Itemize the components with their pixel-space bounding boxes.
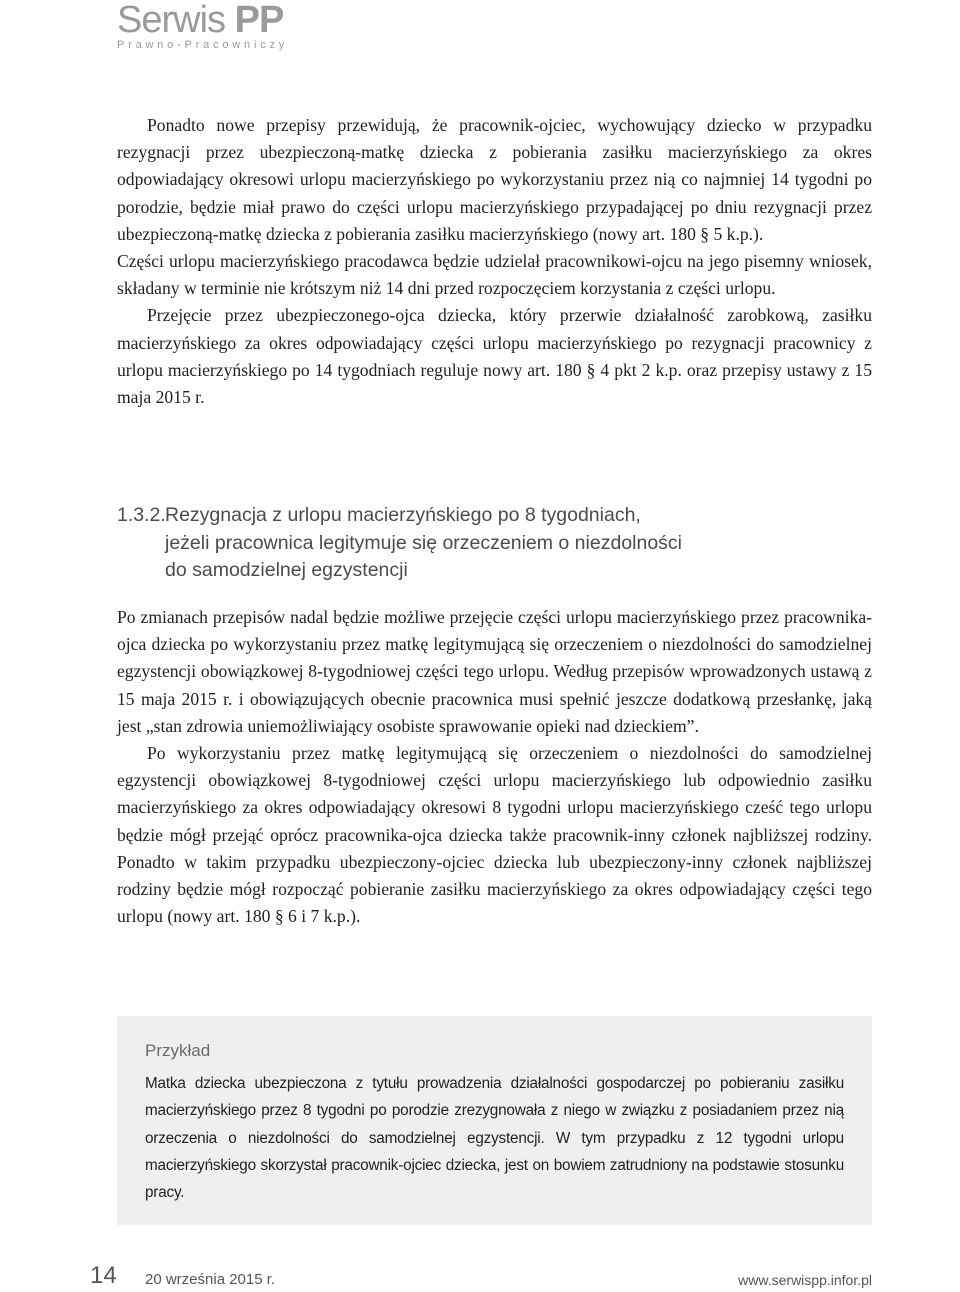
section-title-line-3: do samodzielnej egzystencji	[165, 559, 408, 581]
page-number: 14	[90, 1262, 117, 1289]
publication-logo	[117, 0, 288, 51]
issue-date: 20 września 2015 r.	[145, 1271, 276, 1288]
paragraph: Ponadto nowe przepisy przewidują, że pracownik-ojciec, wychowujący dziecko w przypadku rezygnacji przez ubezpieczoną-matkę dziecka z pobierania zasiłku macierzyńskiego za okres odpowiadający okresowi urlopu macierzyńskiego po wykorzystaniu przez nią co najmniej 14 tygodni po porodzie, będzie miał prawo do części urlopu macierzyńskiego przypadającej po dniu rezygnacji przez ubezpieczoną-matkę dziecka z pobierania zasiłku macierzyńskiego (nowy art. 180 § 5 k.p.).	[117, 115, 872, 244]
paragraph: Części urlopu macierzyńskiego pracodawca będzie udzielał pracownikowi-ojcu na jego pisemny wniosek, składany w terminie nie krótszym niż 14 dni przed rozpoczęciem korzystania z części urlopu.	[117, 251, 872, 299]
body-text-block-2	[117, 604, 872, 930]
paragraph: Po zmianach przepisów nadal będzie możliwe przejęcie części urlopu macierzyńskiego przez pracownika-ojca dziecka po wykorzystaniu przez matkę legitymującą się orzeczeniem o niezdolności do samodzielnej egzystencji obowiązkowej 8-tygodniowej części tego urlopu. Według przepisów wprowadzonych ustawą z 15 maja 2015 r. i obowiązujących obecnie pracownica musi spełnić jeszcze dodatkową przesłankę, jaką jest „stan zdrowia uniemożliwiający osobiste sprawowanie opieki nad dzieckiem”.	[117, 607, 872, 736]
logo-mark: PP	[234, 0, 284, 41]
logo-word: Serwis	[117, 0, 226, 41]
example-title: Przykład	[145, 1041, 211, 1060]
logo-tagline: Prawno-Pracowniczy	[117, 39, 289, 51]
section-heading	[117, 502, 872, 585]
section-title-line-1: Rezygnacja z urlopu macierzyńskiego po 8 tygodniach,	[165, 504, 641, 526]
example-text: Matka dziecka ubezpieczona z tytułu prowadzenia działalności gospodarczej po pobieraniu zasiłku macierzyńskiego przez 8 tygodni po porodzie zrezygnowała z niego w związku z posiadaniem przez nią orzeczenia o niezdolności do samodzielnej egzystencji. W tym przypadku z 12 tygodni urlopu macierzyńskiego skorzystał pracownik-ojciec dziecka, jest on bowiem zatrudniony na podstawie stosunku pracy.	[145, 1075, 844, 1202]
section-number: 1.3.2.	[117, 504, 166, 526]
website-link[interactable]: www.serwispp.infor.pl	[738, 1272, 872, 1288]
body-text-block-1	[117, 112, 872, 411]
paragraph: Po wykorzystaniu przez matkę legitymującą się orzeczeniem o niezdolności do samodzielnej egzystencji obowiązkowej 8-tygodniowej części urlopu macierzyńskiego lub odpowiednio zasiłku macierzyńskiego za okres odpowiadający okresowi 8 tygodni urlopu macierzyńskiego cześć tego urlopu będzie mógł przejąć oprócz pracownika-ojca dziecka także pracownik-inny członek najbliższej rodziny. Ponadto w takim przypadku ubezpieczony-ojciec dziecka lub ubezpieczony-inny członek najbliższej rodziny będzie mógł rozpocząć pobieranie zasiłku macierzyńskiego za okres odpowiadający części tego urlopu (nowy art. 180 § 6 i 7 k.p.).	[117, 743, 872, 927]
section-title-line-2: jeżeli pracownica legitymuje się orzeczeniem o niezdolności	[165, 531, 682, 554]
example-box	[117, 1016, 872, 1225]
paragraph: Przejęcie przez ubezpieczonego-ojca dziecka, który przerwie działalność zarobkową, zasiłku macierzyńskiego za okres odpowiadający części urlopu macierzyńskiego po rezygnacji pracownicy z urlopu macierzyńskiego po 14 tygodniach reguluje nowy art. 180 § 4 pkt 2 k.p. oraz przepisy ustawy z 15 maja 2015 r.	[117, 305, 872, 408]
